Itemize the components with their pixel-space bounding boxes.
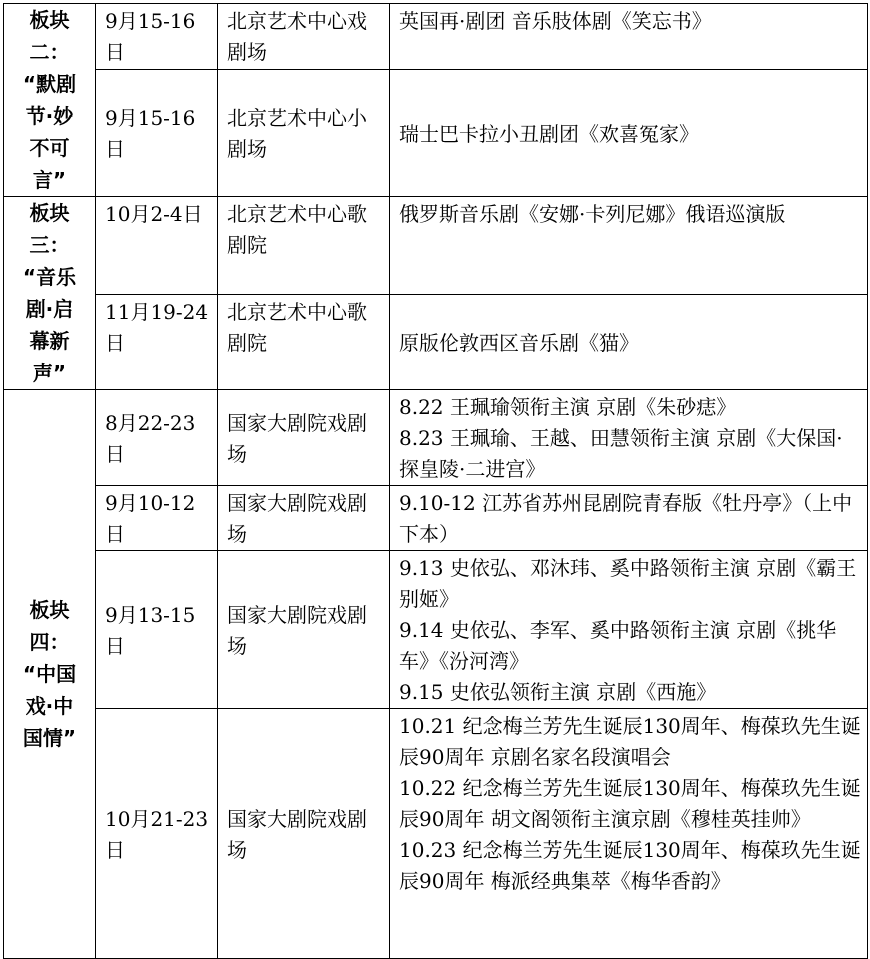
- venue-cell: 国家大剧院戏剧场: [218, 486, 390, 551]
- program-line: 原版伦敦西区音乐剧《猫》: [399, 330, 639, 355]
- program-cell: [390, 551, 868, 709]
- section-label: [4, 4, 96, 197]
- table-row: [4, 390, 868, 486]
- section-label-line: 言”: [32, 168, 67, 192]
- section-label: [4, 197, 96, 390]
- section-label-line: 声”: [32, 361, 67, 385]
- venue-cell: 国家大剧院戏剧场: [218, 709, 390, 959]
- section-label-line: “默剧: [22, 72, 77, 96]
- table-row: [4, 4, 868, 70]
- program-cell: [390, 709, 868, 959]
- date-cell: 9月10-12日: [96, 486, 218, 551]
- program-line: 9.13 史依弘、邓沐玮、奚中路领衔主演 京剧《霸王别姬》: [399, 556, 857, 611]
- section-label-line: 四：: [29, 630, 70, 654]
- date-cell: 10月2-4日: [96, 197, 218, 295]
- table-row: [4, 709, 868, 959]
- section-label-line: 节·妙: [25, 104, 74, 128]
- program-line: 10.22 纪念梅兰芳先生诞辰130周年、梅葆玖先生诞辰90周年 胡文阁领衔主演京剧《穆桂英挂帅》: [399, 776, 861, 831]
- venue-cell: 北京艺术中心小剧场: [218, 70, 390, 197]
- schedule-body: [4, 4, 868, 959]
- program-line: 10.21 纪念梅兰芳先生诞辰130周年、梅葆玖先生诞辰90周年 京剧名家名段演唱会: [399, 714, 861, 769]
- section-label-line: “音乐: [22, 265, 77, 289]
- date-cell: 9月15-16日: [96, 70, 218, 197]
- program-cell: [390, 70, 868, 197]
- venue-cell: 国家大剧院戏剧场: [218, 551, 390, 709]
- program-line: 10.23 纪念梅兰芳先生诞辰130周年、梅葆玖先生诞辰90周年 梅派经典集萃《梅华香韵》: [399, 838, 861, 893]
- date-cell: 11月19-24日: [96, 295, 218, 390]
- section-label-line: 不可: [29, 136, 70, 160]
- section-label-line: 板块: [29, 8, 70, 32]
- section-label: [4, 390, 96, 959]
- program-line: 英国再·剧团 音乐肢体剧《笑忘书》: [399, 9, 712, 33]
- date-cell: 8月22-23日: [96, 390, 218, 486]
- venue-cell: 北京艺术中心歌剧院: [218, 197, 390, 295]
- program-cell: [390, 4, 868, 70]
- venue-cell: 北京艺术中心歌剧院: [218, 295, 390, 390]
- program-cell: [390, 486, 868, 551]
- venue-cell: 国家大剧院戏剧场: [218, 390, 390, 486]
- section-label-line: 剧·启: [25, 297, 74, 321]
- program-line: 9.14 史依弘、李军、奚中路领衔主演 京剧《挑华车》《汾河湾》: [399, 618, 837, 673]
- section-label-line: 二：: [29, 40, 70, 64]
- performance-schedule-table: [3, 3, 868, 959]
- section-label-line: 戏·中: [25, 694, 74, 718]
- program-line: 8.22 王珮瑜领衔主演 京剧《朱砂痣》: [399, 395, 737, 419]
- section-label-line: 国情”: [22, 726, 77, 750]
- section-label-line: “中国: [22, 662, 77, 686]
- program-line: 俄罗斯音乐剧《安娜·卡列尼娜》俄语巡演版: [399, 202, 786, 226]
- table-row: [4, 197, 868, 295]
- section-label-line: 板块: [29, 598, 70, 622]
- program-cell: [390, 197, 868, 295]
- table-row: [4, 70, 868, 197]
- table-row: [4, 551, 868, 709]
- table-row: [4, 486, 868, 551]
- section-label-line: 幕新: [29, 329, 70, 353]
- program-line: 9.10-12 江苏省苏州昆剧院青春版《牡丹亭》（上中下本）: [399, 491, 853, 546]
- program-line: 瑞士巴卡拉小丑剧团《欢喜冤家》: [399, 121, 699, 146]
- section-label-line: 三：: [29, 233, 70, 257]
- date-cell: 10月21-23日: [96, 709, 218, 959]
- section-label-line: 板块: [29, 201, 70, 225]
- date-cell: 9月15-16日: [96, 4, 218, 70]
- program-cell: [390, 390, 868, 486]
- date-cell: 9月13-15日: [96, 551, 218, 709]
- program-line: 9.15 史依弘领衔主演 京剧《西施》: [399, 680, 717, 704]
- table-row: [4, 295, 868, 390]
- venue-cell: 北京艺术中心戏剧场: [218, 4, 390, 70]
- program-line: 8.23 王珮瑜、王越、田慧领衔主演 京剧《大保国·探皇陵·二进宫》: [399, 426, 843, 481]
- program-cell: [390, 295, 868, 390]
